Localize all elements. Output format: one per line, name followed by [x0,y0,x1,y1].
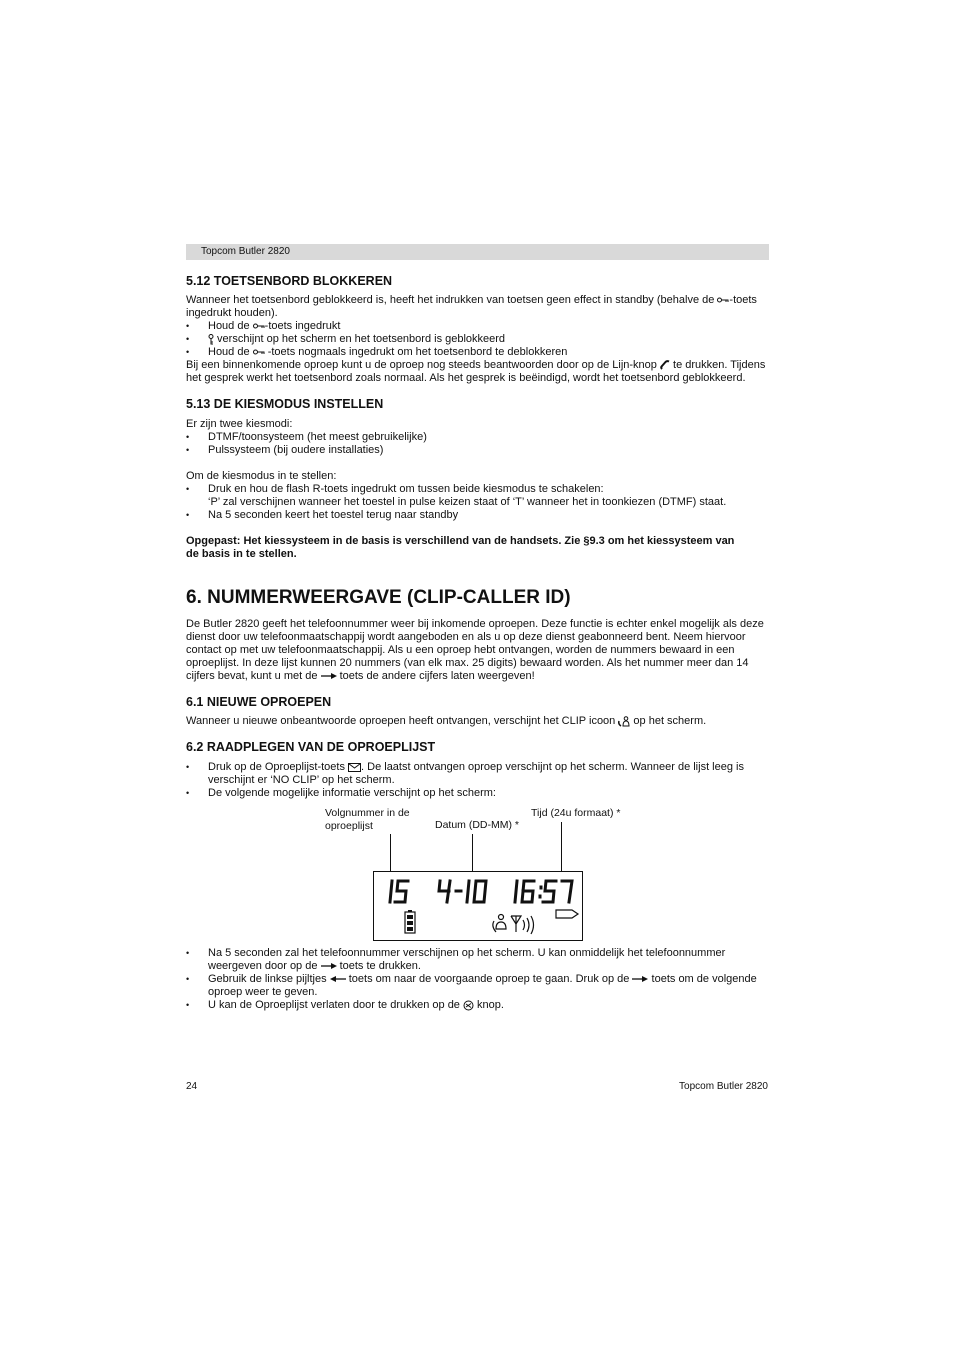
text: Houd de [208,320,253,332]
section-title-5-12: 5.12 TOETSENBORD BLOKKEREN [186,274,393,288]
text: Na 5 seconden zal het telefoonnummer verschijnen op het scherm. U kan onmiddelijk het telefoonnummer weergeven door op de [208,947,726,972]
running-header [186,244,769,260]
lcd-display [373,871,583,941]
label-sequence-number: Volgnummer in de oproeplijst [325,807,410,832]
bullet-item: • Pulssysteem (bij oudere installaties) [186,444,769,457]
page-number: 24 [186,1081,198,1092]
page-content [186,275,769,1012]
bullet-item [186,333,769,346]
bullet-item [186,947,769,973]
phone-handset-icon [660,360,670,370]
bullet-item [186,320,769,333]
section-title-5-13: 5.13 DE KIESMODUS INSTELLEN [186,397,384,411]
footer-title: Topcom Butler 2820 [679,1081,768,1092]
pointer-line [561,822,562,872]
text: -toets ingedrukt houden). [186,294,757,319]
text: toets de andere cijfers laten weergeven! [336,670,535,682]
text: Bij een binnenkomende oproep kunt u de oproep nog steeds beantwoorden door op de Lijn-knop [186,359,660,371]
pointer-line [390,834,391,872]
text: op het scherm. [630,715,707,727]
text: -toets ingedrukt [264,320,341,332]
text: knop. [473,999,504,1011]
text: Druk op de Oproeplijst-toets [208,761,349,773]
paragraph [186,359,769,385]
battery-icon [405,910,415,933]
paragraph: Om de kiesmodus in te stellen: [186,470,337,482]
text: . De laatst ontvangen oproep verschijnt op het scherm. Wanneer de lijst leeg is verschijnt er ‘NO CLIP’ op het scherm. [208,761,744,786]
bullet-item [186,761,769,787]
bullet-item: • DTMF/toonsysteem (het meest gebruikelijke) [186,431,769,444]
clip-icon [618,716,630,727]
text: toets te drukken. [336,960,421,972]
key-icon [717,297,729,303]
end-call-icon [463,1000,474,1011]
text: toets om de volgende oproep weer te geven. [208,973,757,998]
bullet-item [186,483,769,509]
text: te drukken. Tijdens het gesprek werkt het toetsenbord zoals normaal. Als het gesprek is beëindigd, wordt het toetsenbord geblokkeerd. [186,359,766,384]
right-arrow-icon [321,963,337,969]
pointer-line [472,834,473,872]
text: Wanneer u nieuwe onbeantwoorde oproepen heeft ontvangen, verschijnt het CLIP icoon [186,715,619,727]
text: • Druk en hou de flash R-toets ingedrukt om tussen beide kiesmodus te schakelen: [208,483,604,495]
label-date: Datum (DD-MM) * [435,819,519,831]
right-arrow-icon [632,976,648,982]
bullet-item [186,346,769,359]
text: Gebruik de linkse pijltjes [208,973,330,985]
section-title-6-2: 6.2 RAADPLEGEN VAN DE OPROEPLIJST [186,740,436,754]
left-arrow-icon [330,976,346,982]
text: ‘P’ zal verschijnen wanneer het toestel in pulse keizen staat of ‘T’ wanneer het in toonkiezen (DTMF) staat. [208,496,727,508]
header-title: Topcom Butler 2820 [201,246,290,257]
text: Houd de [208,346,253,358]
text: De Butler 2820 geeft het telefoonnummer weer bij inkomende oproepen. Deze functie is echter enkel mogelijk als deze dienst door uw telefoonmaatschappij wordt aangeboden en als u op deze dienst geabonneerd bent. Neem hiervoor contact op met uw telefoonmaatschappij. Als u een oproep hebt ontvangen, worden de nummers bewaard in een oproeplijst. In deze lijst kunnen 20 nummers (van elk max. 25 digits) bewaard worden. Als het nummer meer dan 14 cijfers bevat, kunt u met de [186,618,764,682]
paragraph: Er zijn twee kiesmodi: [186,418,293,430]
text: Wanneer het toetsenbord geblokkeerd is, heeft het indrukken van toetsen geen effect in standby (behalve de [186,294,718,306]
key-icon [253,349,265,355]
paragraph [186,294,769,320]
lcd-segment-readout [374,872,582,940]
label-time: Tijd (24u formaat) * [531,807,621,819]
bullet-item [186,999,769,1012]
text: U kan de Oproeplijst verlaten door te drukken op de [208,999,463,1011]
text: verschijnt op het scherm en het toetsenbord is geblokkeerd [214,333,506,345]
section-title-6-1: 6.1 NIEUWE OPROEPEN [186,695,332,709]
paragraph [186,618,769,683]
text: toets om naar de voorgaande oproep te gaan. Druk op de [345,973,633,985]
lcd-diagram [186,800,769,950]
right-arrow-icon [321,673,337,679]
paragraph [186,715,769,728]
bullet-item [186,973,769,999]
key-icon [253,323,265,329]
bullet-item: • Na 5 seconden keert het toestel terug naar standby [186,509,769,522]
envelope-icon [348,763,361,772]
warning-note: Opgepast: Het kiessysteem in de basis is verschillend van de handsets. Zie §9.3 om het kiessysteem van de basis in te stellen. [186,535,735,560]
bullet-item: • De volgende mogelijke informatie verschijnt op het scherm: [186,787,769,800]
chapter-title: 6. NUMMERWEERGAVE (CLIP-CALLER ID) [186,587,571,608]
text: -toets nogmaals ingedrukt om het toetsenbord te deblokkeren [264,346,568,358]
